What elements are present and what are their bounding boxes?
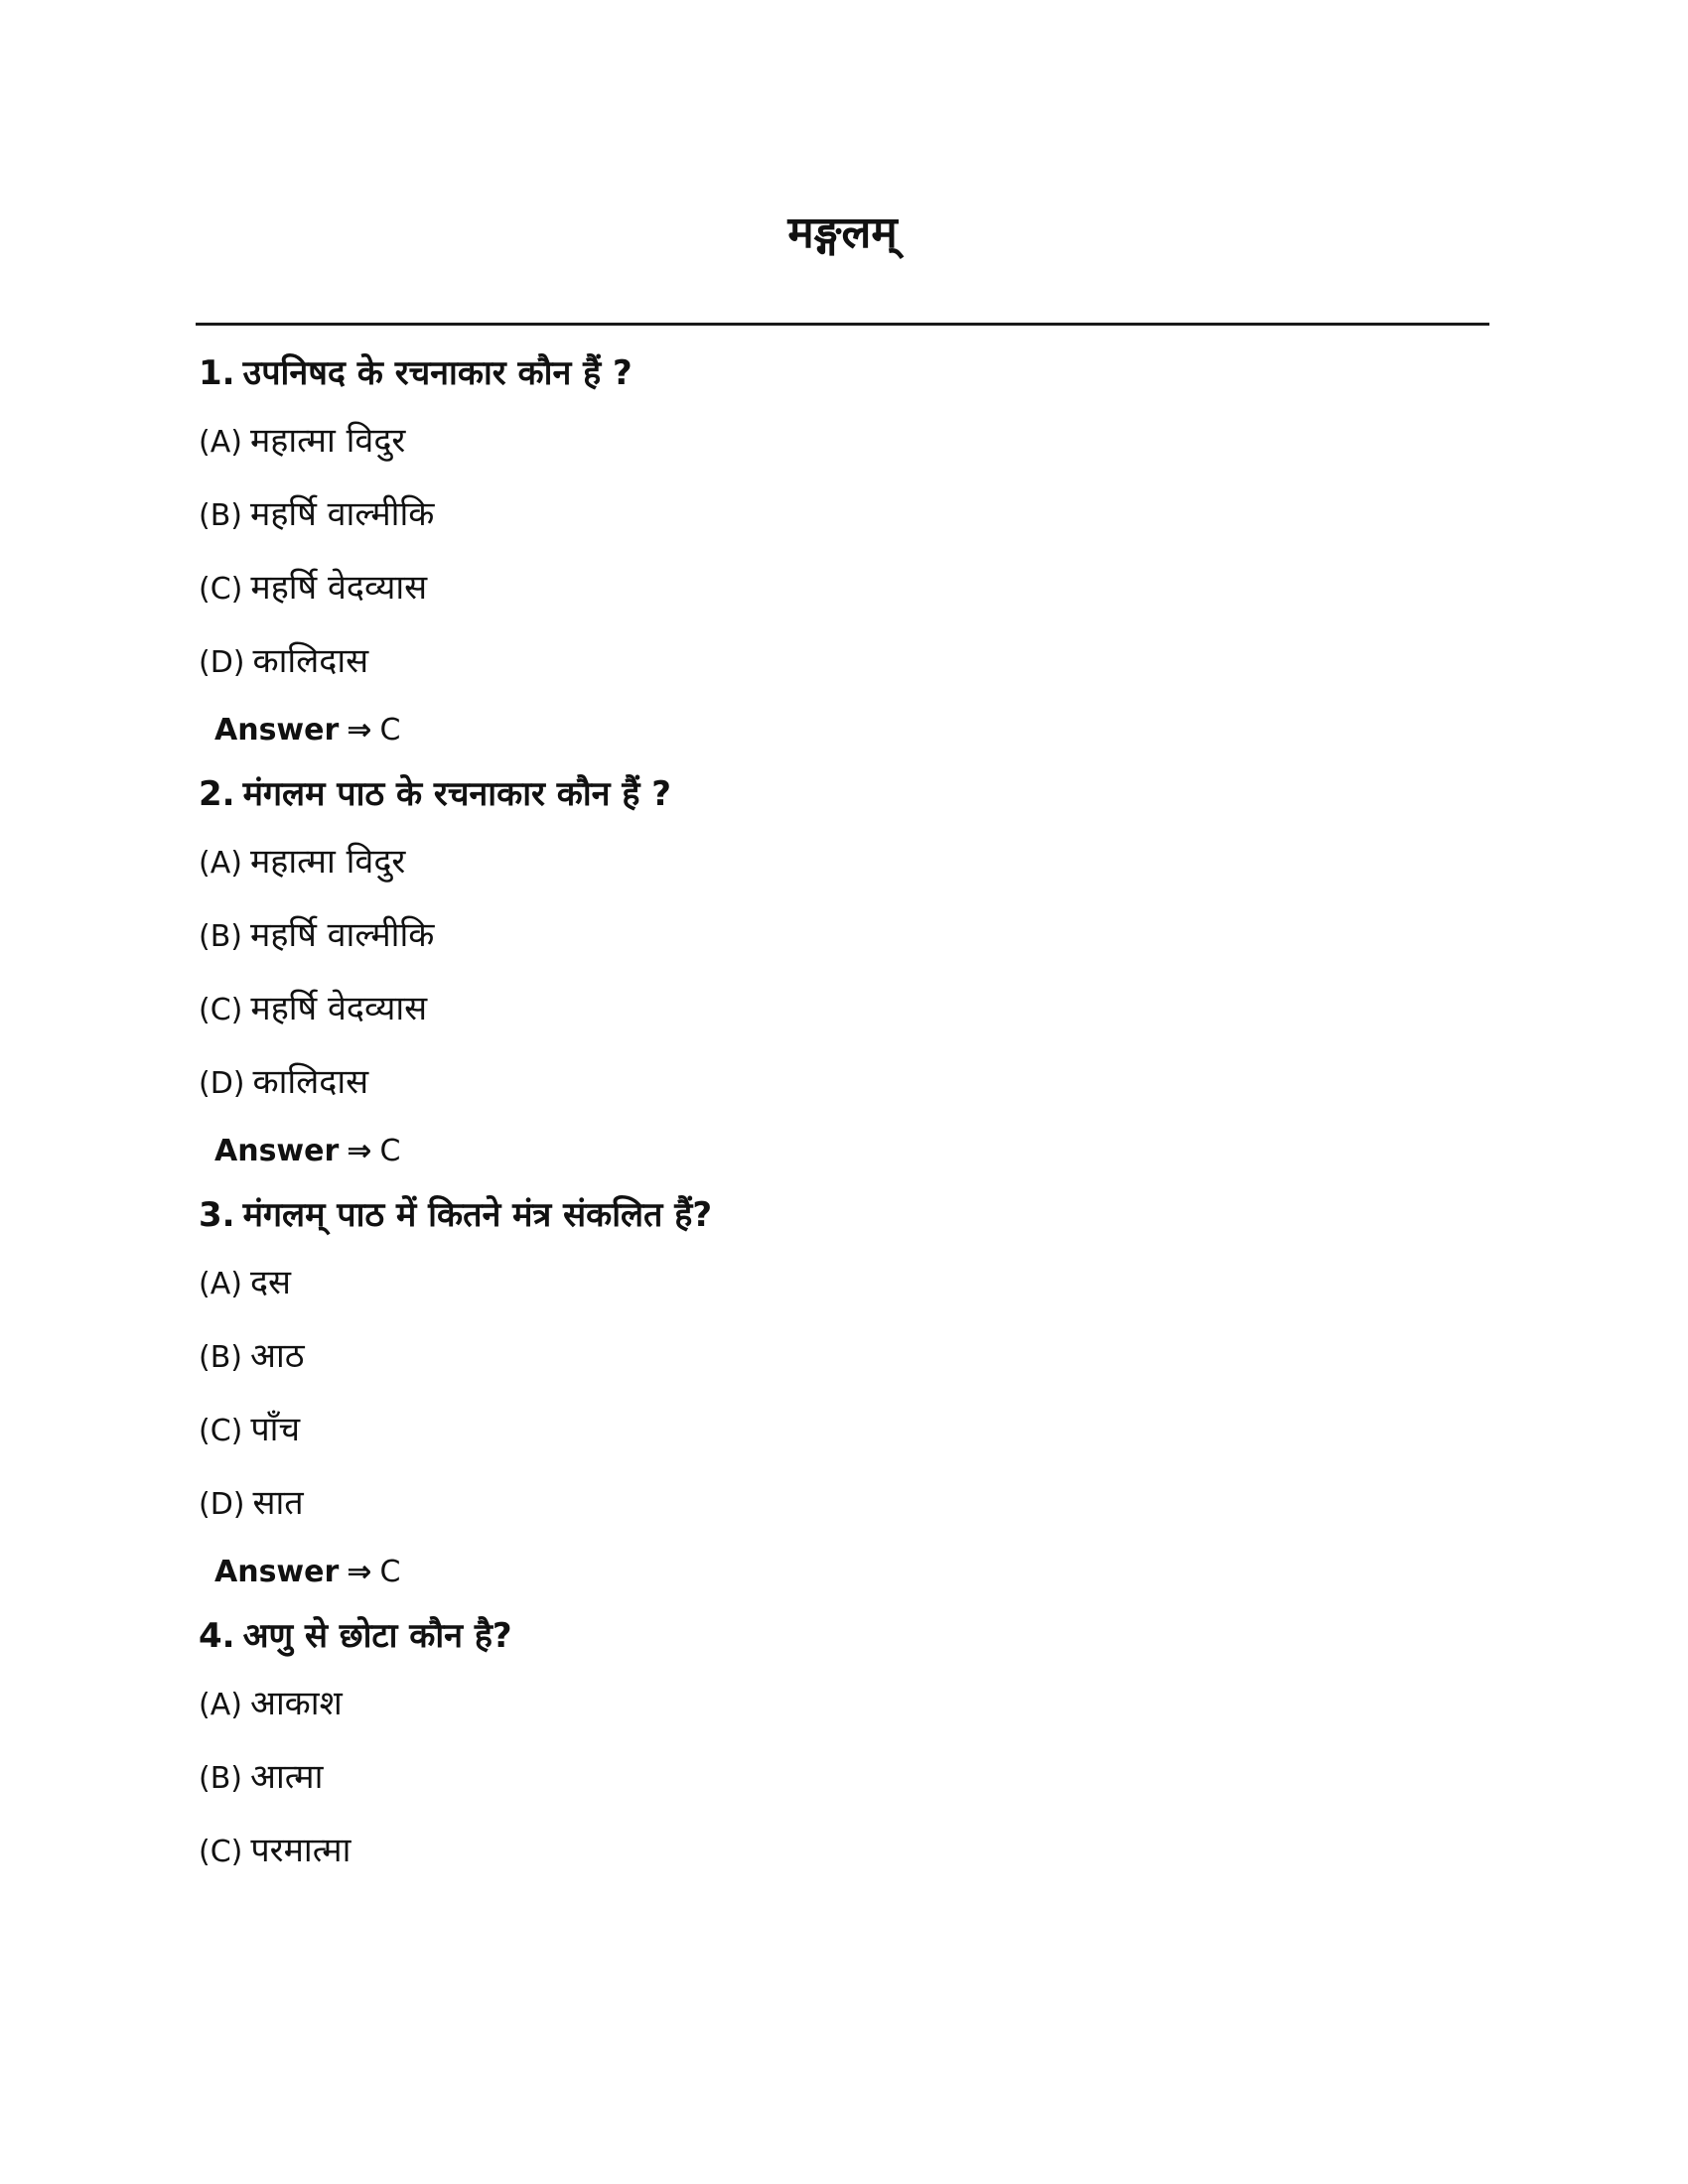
option-c <box>199 1393 1489 1466</box>
question-number: 3. <box>199 1195 235 1235</box>
option-list <box>199 1246 1489 1540</box>
question-body: उपनिषद के रचनाकार कौन हैं ? <box>242 353 633 393</box>
option-text: महात्मा विदुर <box>249 421 406 461</box>
answer-arrow-icon: ⇒ <box>347 1134 372 1168</box>
option-text: पाँच <box>250 1410 301 1449</box>
option-text: महर्षि वाल्मीकि <box>250 494 435 534</box>
question-text <box>199 763 1489 825</box>
option-label: (A) <box>199 1267 242 1301</box>
page-title: मङ्गलम् <box>787 207 898 258</box>
answer-value: C <box>379 1134 401 1168</box>
answer-value: C <box>379 713 401 748</box>
question-4 <box>199 1605 1489 1887</box>
question-number: 1. <box>199 353 235 393</box>
option-label: (D) <box>199 1066 245 1101</box>
option-text: आठ <box>250 1336 305 1376</box>
option-text: महात्मा विदुर <box>249 842 406 882</box>
question-body: मंगलम् पाठ में कितने मंत्र संकलित हैं? <box>242 1195 713 1235</box>
option-label: (C) <box>199 572 243 607</box>
question-list <box>199 342 1489 1887</box>
option-c <box>199 972 1489 1045</box>
title-divider <box>196 323 1489 326</box>
question-text <box>199 1605 1489 1667</box>
answer-label: Answer <box>214 1134 340 1168</box>
answer-line <box>199 698 1489 763</box>
question-3 <box>199 1184 1489 1605</box>
option-a <box>199 404 1489 478</box>
answer-label: Answer <box>214 1555 340 1589</box>
option-label: (C) <box>199 993 243 1027</box>
option-text: आकाश <box>249 1684 343 1723</box>
option-b <box>199 1740 1489 1814</box>
option-label: (D) <box>199 645 245 680</box>
answer-line <box>199 1540 1489 1605</box>
option-text: महर्षि वाल्मीकि <box>250 915 435 955</box>
option-a <box>199 1667 1489 1740</box>
option-label: (A) <box>199 1688 242 1722</box>
option-list <box>199 1667 1489 1887</box>
option-text: परमात्मा <box>250 1831 352 1870</box>
answer-label: Answer <box>214 713 340 748</box>
option-c <box>199 1814 1489 1887</box>
question-2 <box>199 763 1489 1184</box>
option-d <box>199 624 1489 698</box>
option-text: महर्षि वेदव्यास <box>250 989 428 1028</box>
answer-value: C <box>379 1555 401 1589</box>
option-text: आत्मा <box>250 1757 324 1797</box>
option-text: कालिदास <box>252 641 369 681</box>
answer-line <box>199 1119 1489 1184</box>
question-1 <box>199 342 1489 763</box>
question-text <box>199 1184 1489 1246</box>
option-d <box>199 1045 1489 1119</box>
option-c <box>199 551 1489 624</box>
option-label: (C) <box>199 1835 243 1869</box>
option-a <box>199 825 1489 898</box>
option-b <box>199 478 1489 551</box>
question-number: 4. <box>199 1616 235 1656</box>
option-a <box>199 1246 1489 1319</box>
option-label: (A) <box>199 846 242 881</box>
option-d <box>199 1466 1489 1540</box>
option-label: (C) <box>199 1414 243 1448</box>
question-body: मंगलम पाठ के रचनाकार कौन हैं ? <box>242 774 672 814</box>
option-label: (B) <box>199 1761 242 1796</box>
answer-arrow-icon: ⇒ <box>347 1555 372 1589</box>
option-label: (A) <box>199 425 242 460</box>
option-list <box>199 825 1489 1119</box>
question-text <box>199 342 1489 404</box>
option-text: सात <box>252 1483 304 1523</box>
question-number: 2. <box>199 774 235 814</box>
option-label: (B) <box>199 1340 242 1375</box>
option-b <box>199 898 1489 972</box>
option-label: (D) <box>199 1487 245 1522</box>
answer-arrow-icon: ⇒ <box>347 713 372 748</box>
option-b <box>199 1319 1489 1393</box>
option-list <box>199 404 1489 698</box>
option-label: (B) <box>199 919 242 954</box>
option-text: महर्षि वेदव्यास <box>250 568 428 608</box>
option-label: (B) <box>199 498 242 533</box>
question-body: अणु से छोटा कौन है? <box>242 1616 512 1656</box>
option-text: दस <box>249 1263 291 1302</box>
option-text: कालिदास <box>252 1062 369 1102</box>
